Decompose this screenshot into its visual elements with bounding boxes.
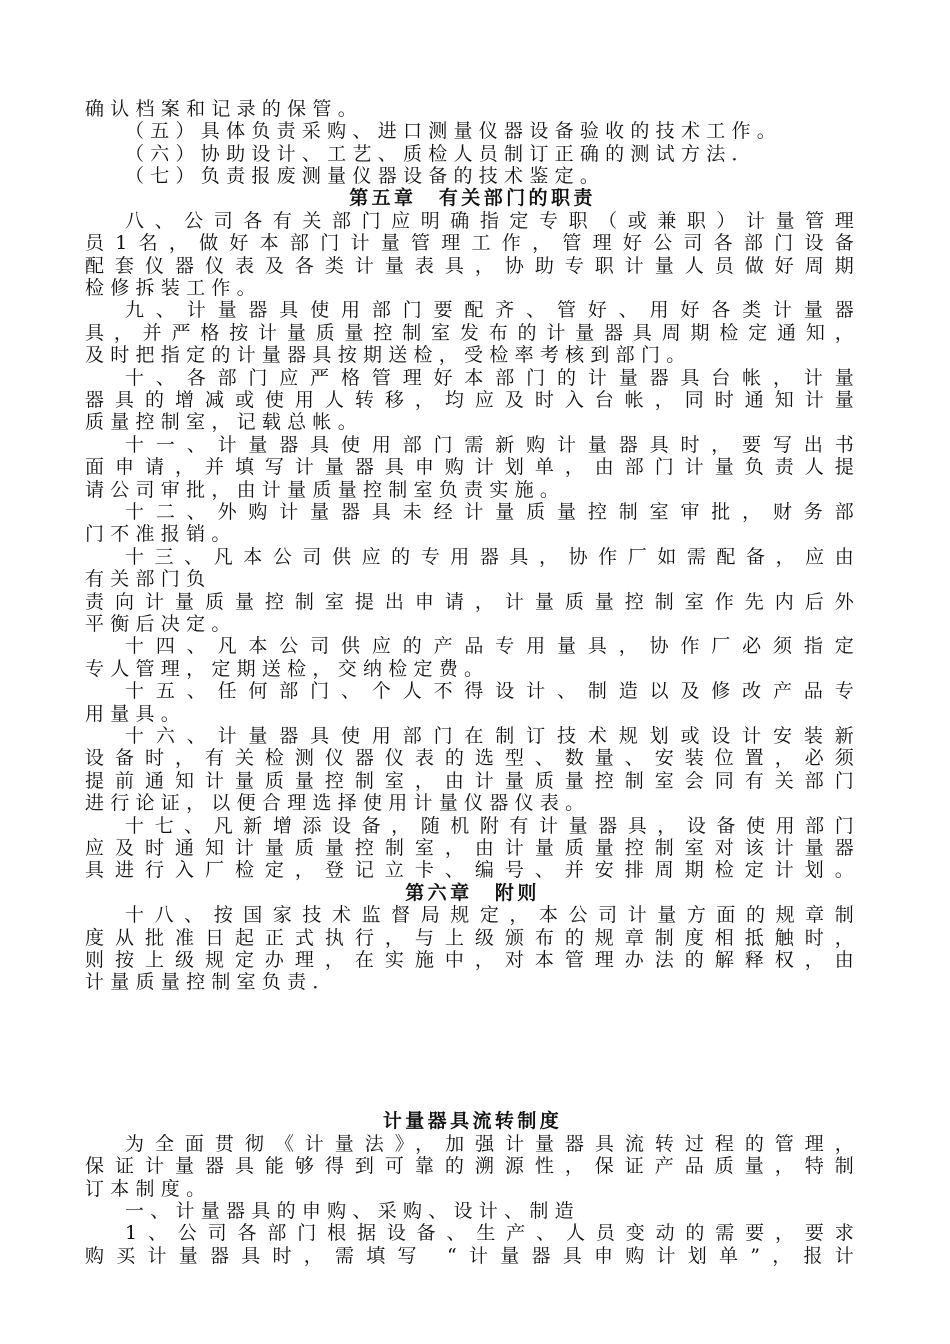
text-line: 十四、凡本公司供应的产品专用量具，协作厂必须指定: [125, 635, 860, 657]
text-line: 十八、按国家技术监督局规定，本公司计量方面的规章制: [125, 904, 860, 926]
text-line: 责向计量质量控制室提出申请，计量质量控制室作先内后外: [85, 591, 860, 613]
text-line: 面申请，并填写计量器具申购计划单，由部门计量负责人提: [85, 456, 860, 478]
text-line: 订本制度。: [85, 1178, 212, 1200]
text-line: 配套仪器仪表及各类计量表具，协助专职计量人员做好周期: [85, 255, 860, 277]
text-line: 进行论证，以便合理选择使用计量仪器仪表。: [85, 792, 591, 814]
text-line: 十三、凡本公司供应的专用器具，协作厂如需配备，应由: [125, 546, 860, 568]
text-line: 度从批准日起正式执行，与上级颁布的规章制度相抵触时，: [85, 927, 860, 949]
text-line: （六）协助设计、工艺、质检人员制订正确的测试方法．: [125, 143, 757, 165]
text-line: 平衡后决定。: [85, 613, 237, 635]
text-line: 计量质量控制室负责．: [85, 971, 338, 993]
text-line: 及时把指定的计量器具按期送检，受检率考核到部门。: [85, 344, 692, 366]
text-line: 员1名，做好本部门计量管理工作，管理好公司各部门设备: [85, 232, 860, 254]
text-line: 十五、任何部门、个人不得设计、制造以及修改产品专: [125, 680, 860, 702]
text-line: 保证计量器具能够得到可靠的溯源性，保证产品质量，特制: [85, 1155, 860, 1177]
text-line: 请公司审批，由计量质量控制室负责实施。: [85, 479, 566, 501]
text-line: 为全面贯彻《计量法》，加强计量器具流转过程的管理，: [125, 1133, 860, 1155]
text-line: 质量控制室，记载总帐。: [85, 411, 363, 433]
text-line: 1、公司各部门根据设备、生产、人员变动的需要，要求: [125, 1222, 860, 1244]
text-line: 确认档案和记录的保管。: [85, 98, 363, 120]
text-line: 有关部门负: [85, 568, 212, 590]
text-line: 门不准报销。: [85, 523, 237, 545]
text-line: 设备时，有关检测仪器仪表的选型、数量、安装位置，必须: [85, 747, 860, 769]
text-line: （五）具体负责采购、进口测量仪器设备验收的技术工作。: [125, 120, 783, 142]
text-line: 用量具。: [85, 703, 187, 725]
chapter-5-heading: 第五章 有关部门的职责: [349, 187, 596, 209]
chapter-6-heading: 第六章 附则: [405, 882, 540, 904]
text-line: 提前通知计量质量控制室，由计量质量控制室会同有关部门: [85, 770, 860, 792]
text-line: 检修拆装工作。: [85, 277, 262, 299]
text-line: 十一、计量器具使用部门需新购计量器具时，要写出书: [125, 434, 860, 456]
text-line: 一、计量器具的申购、采购、设计、制造: [125, 1200, 580, 1222]
text-line: 购买计量器具时，需填写 “计量器具申购计划单”，报计: [85, 1245, 860, 1267]
text-line: 则按上级规定办理，在实施中，对本管理办法的解释权，由: [85, 949, 860, 971]
text-line: 十七、凡新增添设备，随机附有计量器具，设备使用部门: [125, 815, 860, 837]
text-line: 十二、外购计量器具未经计量质量控制室审批，财务部: [125, 501, 860, 523]
text-line: 九、计量器具使用部门要配齐、管好、用好各类计量器: [125, 299, 860, 321]
text-line: 十、各部门应严格管理好本部门的计量器具台帐，计量: [125, 367, 860, 389]
text-line: 专人管理，定期送检，交纳检定费。: [85, 658, 490, 680]
text-line: 具，并严格按计量质量控制室发布的计量器具周期检定通知，: [85, 322, 860, 344]
text-line: 应及时通知计量质量控制室，由计量质量控制室对该计量器: [85, 837, 860, 859]
text-line: 器具的增减或使用人转移，均应及时入台帐，同时通知计量: [85, 389, 860, 411]
text-line: 八、公司各有关部门应明确指定专职（或兼职）计量管理: [125, 210, 860, 232]
text-line: （七）负责报废测量仪器设备的技术鉴定。: [125, 165, 606, 187]
document-title: 计量器具流转制度: [382, 1110, 563, 1132]
text-line: 具进行入厂检定，登记立卡、编号、并安排周期检定计划。: [85, 859, 860, 881]
text-line: 十六、计量器具使用部门在制订技术规划或设计安装新: [125, 725, 860, 747]
